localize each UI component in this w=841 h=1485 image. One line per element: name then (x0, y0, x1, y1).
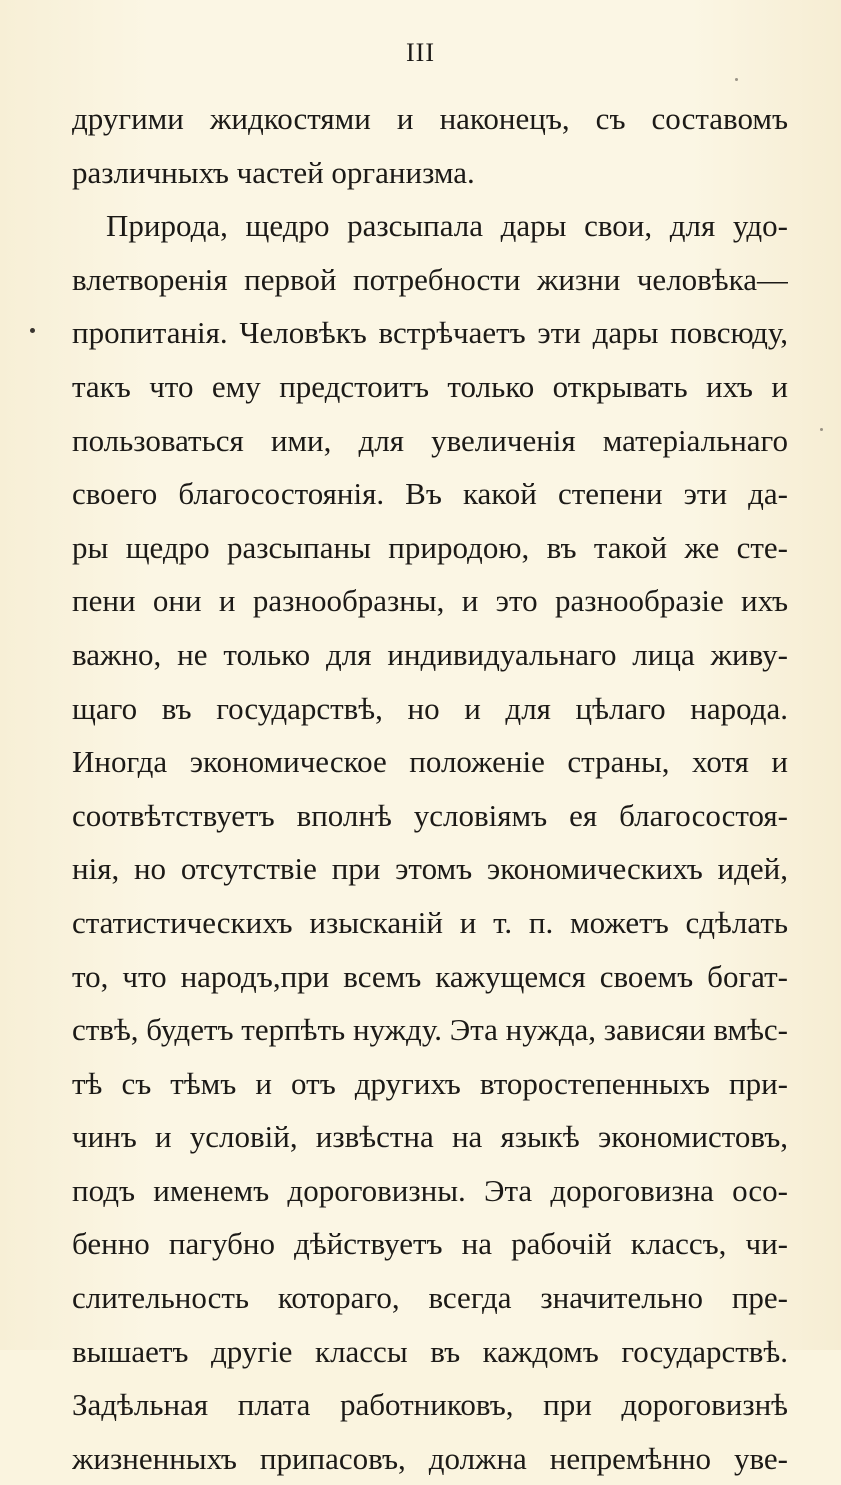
text-line: щаго въ государствѣ, но и для цѣлаго народа. (72, 690, 788, 726)
text-line: статистическихъ изысканій и т. п. можетъ сдѣлать (72, 904, 788, 940)
text-line: слительность котораго, всегда значительно пре- (72, 1280, 788, 1316)
text-line: такъ что ему предстоитъ только открывать ихъ и (72, 368, 788, 404)
text-line: Природа, щедро разсыпала дары свои, для удо- (106, 208, 788, 244)
text-line: пени они и разнообразны, и это разнообразіе ихъ (72, 583, 788, 619)
text-line: вышаетъ другіе классы въ каждомъ государствѣ. (72, 1333, 788, 1369)
text-line: влетворенія первой потребности жизни человѣка— (72, 261, 788, 297)
text-line: различныхъ частей организма. (72, 154, 475, 190)
text-line: чинъ и условій, извѣстна на языкѣ экономистовъ, (72, 1119, 788, 1155)
text-line: то, что народъ,при всемъ кажущемся своемъ богат- (72, 958, 788, 994)
paper-speck (735, 78, 738, 81)
text-line: пропитанія. Человѣкъ встрѣчаетъ эти дары повсюду, (72, 315, 788, 351)
text-line: бенно пагубно дѣйствуетъ на рабочій классъ, чи- (72, 1226, 788, 1262)
text-line: другими жидкостями и наконецъ, съ составомъ (72, 101, 788, 136)
text-line: тѣ съ тѣмъ и отъ другихъ второстепенныхъ при- (72, 1065, 788, 1101)
text-line: своего благосостоянія. Въ какой степени эти да- (72, 476, 788, 512)
text-line: жизненныхъ припасовъ, должна непремѣнно уве- (72, 1440, 788, 1476)
body-text (72, 92, 788, 1485)
text-line: подъ именемъ дороговизны. Эта дороговизна осо- (72, 1172, 788, 1208)
text-line: ры щедро разсыпаны природою, въ такой же сте- (72, 529, 788, 565)
text-line: соотвѣтствуетъ вполнѣ условіямъ ея благосостоя- (72, 797, 788, 833)
text-line: нія, но отсутствіе при этомъ экономическихъ идей, (72, 851, 788, 887)
text-line: ствѣ, будетъ терпѣть нужду. Эта нужда, зависяи вмѣс- (72, 1012, 788, 1048)
page-number: III (406, 38, 435, 67)
text-line: Задѣльная плата работниковъ, при дороговизнѣ (72, 1387, 788, 1423)
paper-speck (30, 328, 35, 333)
paper-speck (820, 428, 823, 431)
text-line: Иногда экономическое положеніе страны, хотя и (72, 744, 788, 780)
text-line: пользоваться ими, для увеличенія матеріальнаго (72, 422, 788, 458)
text-line: важно, не только для индивидуальнаго лица живу- (72, 636, 788, 672)
